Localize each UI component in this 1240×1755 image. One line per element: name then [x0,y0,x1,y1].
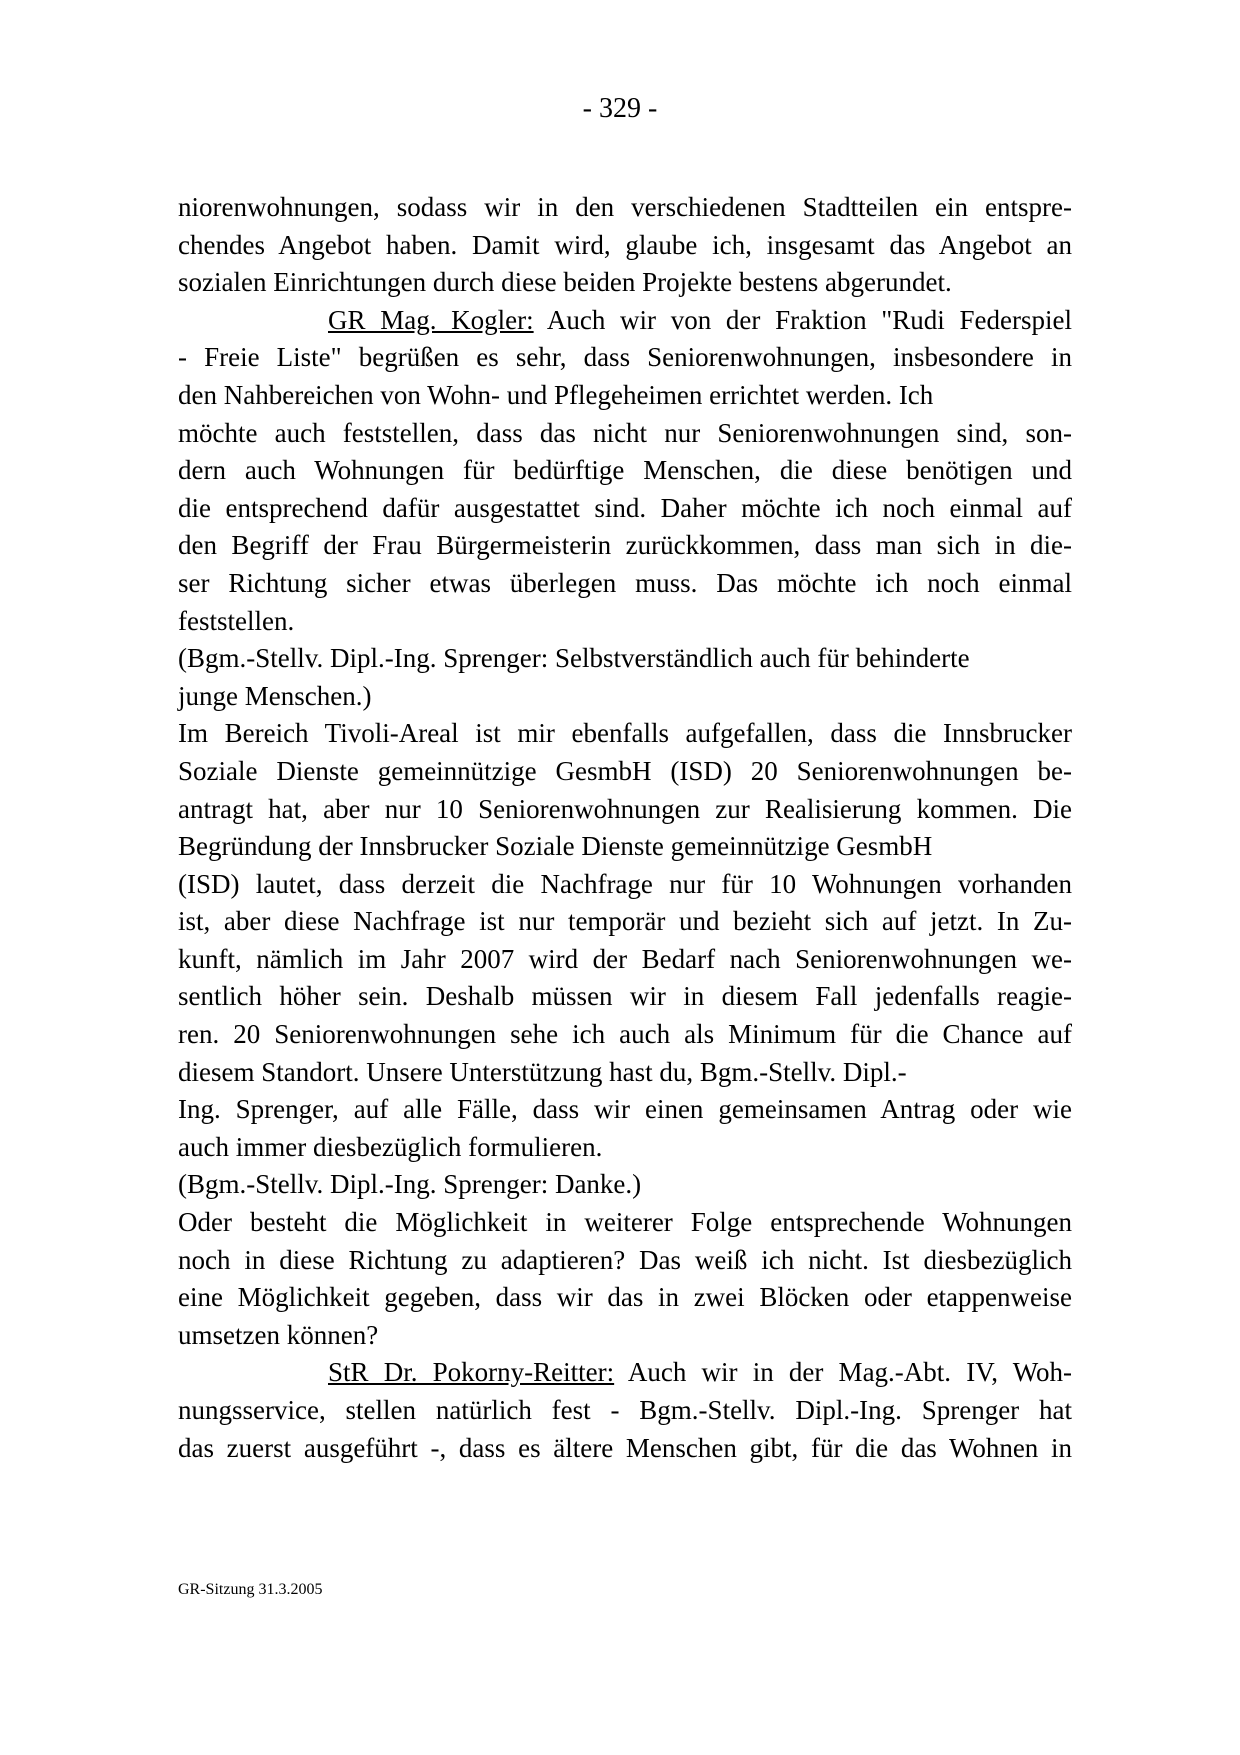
text-line: (Bgm.-Stellv. Dipl.-Ing. Sprenger: Danke.) [178,1169,642,1200]
text-line: auch immer diesbezüglich formulieren. [178,1131,603,1162]
text-line: Soziale Dienste gemeinnützige GesmbH (ISD) 20 Seniorenwohnungen be- [178,755,1072,786]
text-line: ser Richtung sicher etwas überlegen muss. Das möchte ich noch einmal [178,567,1072,598]
text-line: (ISD) lautet, dass derzeit die Nachfrage nur für 10 Wohnungen vorhanden [178,868,1072,899]
text-line: Oder besteht die Möglichkeit in weiterer Folge entsprechende Wohnungen [178,1207,1072,1238]
text-line: feststellen. [178,605,295,636]
text-line: diesem Standort. Unsere Unterstützung hast du, Bgm.-Stellv. Dipl.- [178,1056,907,1087]
speaker-name: StR Dr. Pokorny-Reitter: [328,1357,615,1388]
text-line: den Nahbereichen von Wohn- und Pflegeheimen errichtet werden. Ich [178,379,934,410]
text-line: chendes Angebot haben. Damit wird, glaube ich, insgesamt das Angebot an [178,229,1072,260]
text-line: dern auch Wohnungen für bedürftige Menschen, die diese benötigen und [178,455,1072,486]
text-line: sozialen Einrichtungen durch diese beiden Projekte bestens abgerundet. [178,267,952,298]
text-line: Ing. Sprenger, auf alle Fälle, dass wir einen gemeinsamen Antrag oder wie [178,1094,1072,1125]
text-line: niorenwohnungen, sodass wir in den verschiedenen Stadtteilen ein entspre- [178,192,1072,222]
text-line [178,1354,1072,1392]
text-line: ren. 20 Seniorenwohnungen sehe ich auch als Minimum für die Chance auf [178,1019,1072,1050]
text-line: umsetzen können? [178,1319,379,1350]
text-line: die entsprechend dafür ausgestattet sind. Daher möchte ich noch einmal auf [178,492,1072,523]
text-line: Im Bereich Tivoli-Areal ist mir ebenfalls aufgefallen, dass die Innsbrucker [178,718,1072,749]
page-number: - 329 - [582,93,658,124]
speaker-statement: Auch wir in der Mag.-Abt. IV, Woh- [614,1357,1073,1388]
text-line: den Begriff der Frau Bürgermeisterin zurückkommen, dass man sich in die- [178,530,1072,561]
speaker-statement: Auch wir von der Fraktion "Rudi Federspiel [533,304,1072,335]
text-line: junge Menschen.) [178,680,372,711]
text-line: kunft, nämlich im Jahr 2007 wird der Bedarf nach Seniorenwohnungen we- [178,943,1072,974]
text-line: ist, aber diese Nachfrage ist nur temporär und bezieht sich auf jetzt. In Zu- [178,906,1072,937]
text-line: das zuerst ausgeführt -, dass es ältere Menschen gibt, für die das Wohnen in [178,1432,1072,1463]
text-line: nungsservice, stellen natürlich fest - Bgm.-Stellv. Dipl.-Ing. Sprenger hat [178,1395,1072,1425]
text-line: antragt hat, aber nur 10 Seniorenwohnungen zur Realisierung kommen. Die [178,793,1072,824]
body-text [178,189,1072,1467]
text-line: - Freie Liste" begrüßen es sehr, dass Seniorenwohnungen, insbesondere in [178,342,1072,373]
text-line: noch in diese Richtung zu adaptieren? Das weiß ich nicht. Ist diesbezüglich [178,1244,1072,1275]
text-line: eine Möglichkeit gegeben, dass wir das in zwei Blöcken oder etappenweise [178,1282,1072,1313]
footer-session-date: GR-Sitzung 31.3.2005 [178,1581,323,1598]
speaker-name: GR Mag. Kogler: [328,304,534,335]
text-line [178,302,1072,340]
text-line: (Bgm.-Stellv. Dipl.-Ing. Sprenger: Selbstverständlich auch für behinderte [178,643,970,674]
text-line: sentlich höher sein. Deshalb müssen wir in diesem Fall jedenfalls reagie- [178,981,1072,1012]
text-line: Begründung der Innsbrucker Soziale Dienste gemeinnützige GesmbH [178,831,933,862]
text-line: möchte auch feststellen, dass das nicht nur Seniorenwohnungen sind, son- [178,417,1072,448]
